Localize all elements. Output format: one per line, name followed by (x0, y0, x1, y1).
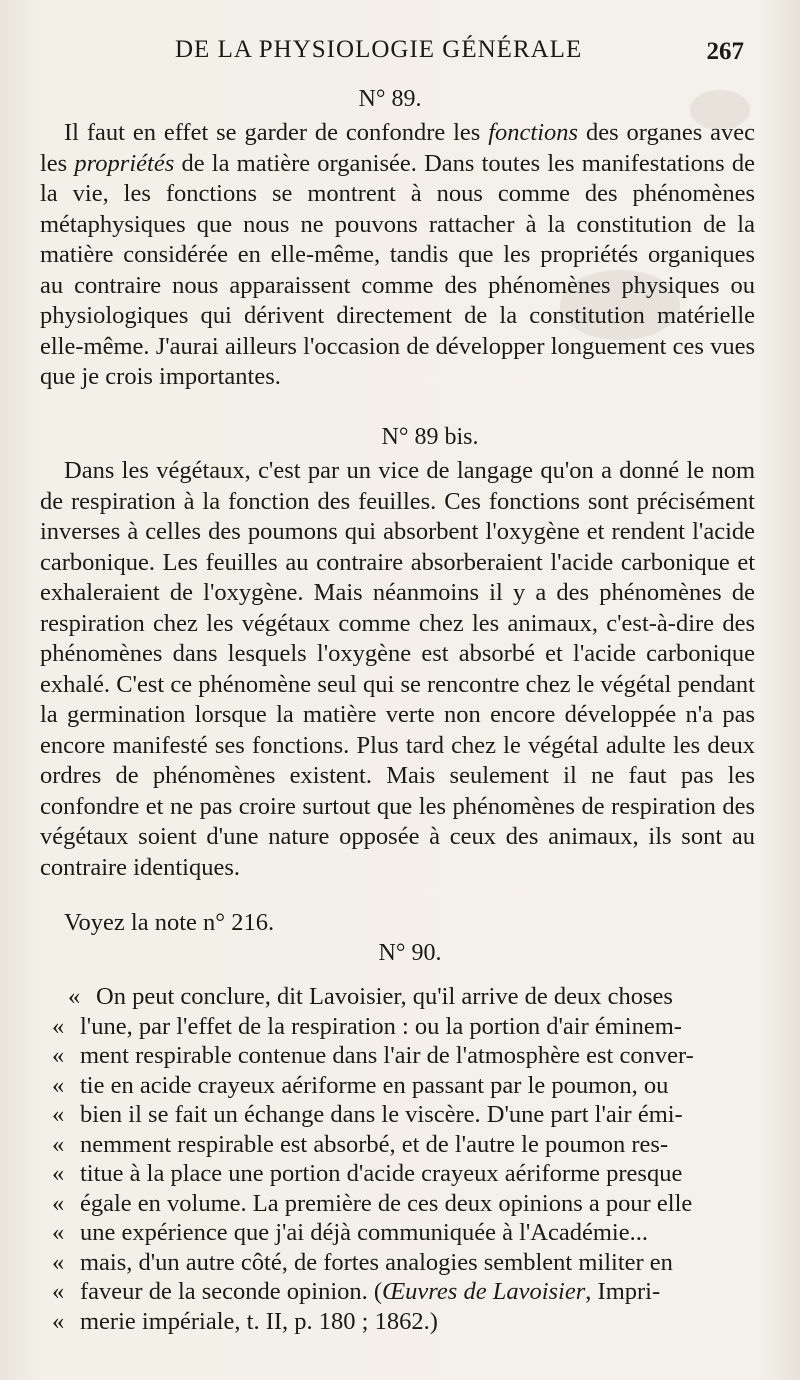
quote-line-text: égale en volume. La première de ces deux opinions a pour elle (80, 1189, 693, 1217)
quote-line-text: nemment respirable est absorbé, et de l'autre le poumon res- (80, 1130, 669, 1158)
quote-mark: « (68, 983, 81, 1010)
paragraph-89-bis: Dans les végétaux, c'est par un vice de langage qu'on a donné le nom de respiration à la fonction des feuilles. Ces fonctions sont précisément inverses à celles des poumons qui absorbent l'oxygène et rendent l'acide carbonique. Les feuilles au contraire absorberaient l'acide carbonique et exhaleraient de l'oxygène. Mais néanmoins il y a des phénomènes de respiration chez les végétaux comme chez les animaux, c'est-à-dire des phénomènes dans lesquels l'oxygène est absorbé et l'acide carbonique exhalé. C'est ce phénomène seul qui se rencontre chez le végétal pendant la germination lorsque la matière verte non encore développée n'a pas encore manifesté ses fonctions. Plus tard chez le végétal adulte les deux ordres de phénomènes existent. Mais seulement il ne faut pas les confondre et ne pas croire surtout que les phénomènes de respiration des végétaux soient d'une nature opposée à ceux des animaux, ils sont au contraire identiques. (40, 457, 755, 881)
quote-mark: « (52, 1248, 65, 1276)
quote-line-text: titue à la place une portion d'acide crayeux aériforme presque (80, 1160, 683, 1187)
quote-mark: « (52, 1189, 65, 1217)
quote-line (52, 1307, 758, 1337)
page-header (60, 34, 750, 74)
quote-mark: « (52, 1012, 65, 1040)
quote-line-text: faveur de la seconde opinion. ( (80, 1278, 383, 1305)
quote-mark: « (52, 1071, 65, 1099)
quote-line (52, 982, 758, 1012)
quote-mark: « (52, 1042, 65, 1069)
quote-mark: « (52, 1130, 65, 1158)
quote-line-text: ment respirable contenue dans l'air de l'atmosphère est conver- (80, 1042, 694, 1069)
quote-line (52, 1100, 758, 1130)
quote-line-text: mais, d'un autre côté, de fortes analogies semblent militer en (80, 1248, 673, 1276)
quote-line (52, 1277, 758, 1307)
quote-line (52, 1071, 758, 1101)
quote-line-text: tie en acide crayeux aériforme en passant par le poumon, ou (80, 1071, 669, 1099)
paragraph-89 (40, 118, 755, 393)
quote-line-text: merie impériale, t. II, p. 180 ; 1862.) (80, 1307, 438, 1335)
paragraph-89-text: Il faut en effet se garder de confondre les (64, 119, 489, 146)
quote-mark: « (52, 1160, 65, 1187)
emphasis-fonctions: fonctions (488, 119, 579, 146)
lavoisier-quote (52, 982, 758, 1336)
see-note-reference: Voyez la note n° 216. (64, 909, 275, 936)
quote-line (52, 1012, 758, 1042)
quote-mark: « (52, 1219, 65, 1246)
quote-mark: « (52, 1101, 65, 1128)
quote-line-text: On peut conclure, dit Lavoisier, qu'il arrive de deux choses (96, 983, 673, 1010)
emphasis-proprietes: propriétés (74, 149, 175, 177)
emphasis-oeuvres-title: Œuvres de Lavoisier (382, 1278, 586, 1305)
paragraph-89-text: des organes avec les (40, 119, 755, 177)
quote-line (52, 1041, 758, 1071)
quote-line-text: une expérience que j'ai déjà communiquée à l'Académie... (80, 1219, 648, 1246)
quote-line-text: l'une, par l'effet de la respiration : ou la portion d'air éminem- (80, 1012, 682, 1040)
quote-line (52, 1159, 758, 1189)
quote-line-text: bien il se fait un échange dans le viscère. D'une part l'air émi- (80, 1101, 683, 1128)
section-number-89: N° 89. (358, 86, 422, 112)
quote-line (52, 1130, 758, 1160)
section-number-89-bis: N° 89 bis. (381, 424, 479, 450)
quote-line (52, 1248, 758, 1278)
section-number-90: N° 90. (378, 940, 442, 966)
page-number: 267 (706, 38, 744, 65)
quote-line (52, 1189, 758, 1219)
quote-mark: « (52, 1278, 65, 1305)
running-title: DE LA PHYSIOLOGIE GÉNÉRALE (175, 36, 583, 63)
quote-line-text: , Impri- (585, 1278, 661, 1305)
quote-line (52, 1218, 758, 1248)
quote-mark: « (52, 1307, 65, 1335)
paragraph-89-text: de la matière organisée. Dans toutes les manifestations de la vie, les fonctions se montrent à nous comme des phénomènes métaphysiques que nous ne pouvons rattacher à la constitution de la matière considérée en elle-même, tandis que les propriétés organiques au contraire nous apparaissent comme des phénomènes physiques ou physiologiques qui dérivent directement de la constitution matérielle elle-même. J'aurai ailleurs l'occasion de développer longuement ces vues que je crois importantes. (40, 149, 755, 390)
